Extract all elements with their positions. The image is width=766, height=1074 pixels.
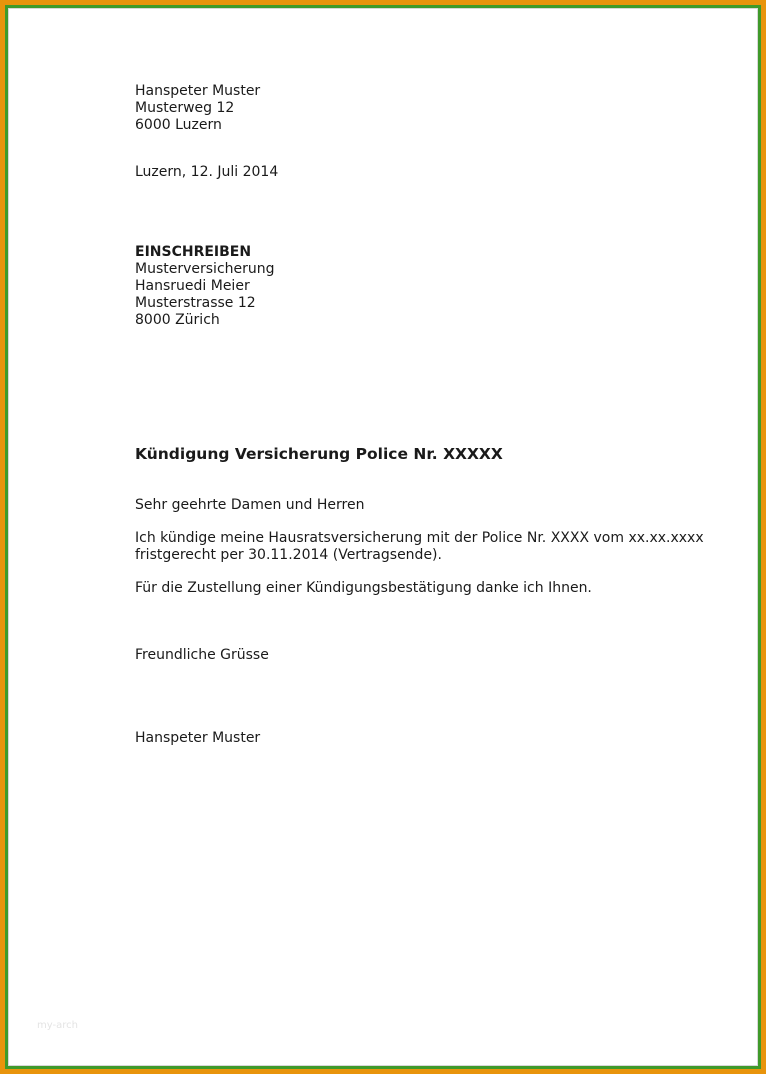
signature-name: Hanspeter Muster: [135, 730, 261, 746]
sender-name: Hanspeter Muster: [135, 83, 261, 99]
letter-page: [8, 8, 758, 1066]
sender-address: [135, 83, 260, 134]
body-paragraph-1-line-1: Ich kündige meine Hausratsversicherung mit der Police Nr. XXXX vom xx.xx.xxxx: [135, 530, 704, 546]
body-paragraph-2: Für die Zustellung einer Kündigungsbestätigung danke ich Ihnen.: [135, 580, 592, 596]
body-paragraph-1-line-2: fristgerecht per 30.11.2014 (Vertragsende).: [135, 547, 442, 563]
salutation: Sehr geehrte Damen und Herren: [135, 497, 365, 513]
recipient-city: 8000 Zürich: [135, 312, 220, 328]
recipient-company: Musterversicherung: [135, 261, 275, 277]
sender-street: Musterweg 12: [135, 100, 235, 116]
recipient-contact: Hansruedi Meier: [135, 278, 250, 294]
recipient-street: Musterstrasse 12: [135, 295, 256, 311]
letter-subject: Kündigung Versicherung Police Nr. XXXXX: [135, 445, 503, 463]
sender-city: 6000 Luzern: [135, 117, 222, 133]
place-date: Luzern, 12. Juli 2014: [135, 164, 279, 180]
closing: Freundliche Grüsse: [135, 647, 269, 663]
watermark: my-arch: [37, 1020, 78, 1031]
mail-type: EINSCHREIBEN: [135, 244, 252, 260]
recipient-address: [135, 244, 275, 329]
body-paragraph-1: [135, 530, 704, 564]
inner-green-frame: [5, 5, 761, 1069]
